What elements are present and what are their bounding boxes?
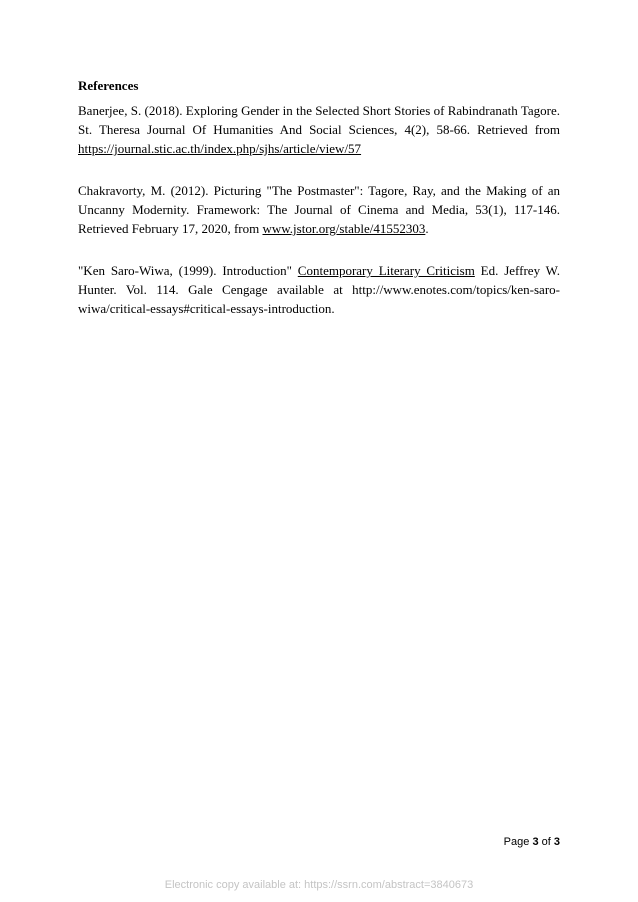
reference-text-end: . — [425, 221, 429, 236]
references-heading: References — [78, 78, 139, 93]
reference-item — [78, 261, 560, 318]
page-current: 3 — [532, 836, 539, 848]
reference-title: Contemporary Literary Criticism — [297, 263, 475, 278]
reference-item — [78, 101, 560, 158]
reference-link[interactable]: www.jstor.org/stable/41552303 — [262, 221, 426, 236]
page-number — [504, 836, 560, 848]
reference-link[interactable]: https://journal.stic.ac.th/index.php/sjhs/article/view/57 — [78, 141, 362, 156]
reference-text: "Ken Saro-Wiwa, (1999). Introduction" — [78, 263, 298, 278]
ssrn-footer: Electronic copy available at: https://ssrn.com/abstract=3840673 — [164, 879, 474, 891]
page-label: Page — [503, 836, 530, 848]
page-of-label: of — [541, 836, 551, 848]
reference-text-end: Ed. Jeffrey W. Hunter. Vol. 114. Gale Cengage available at http://www.enotes.com/topics/ken-saro-wiwa/critical-essays#critical-essays-introduction. — [78, 263, 561, 316]
reference-text: Chakravorty, M. (2012). Picturing "The Postmaster": Tagore, Ray, and the Making of an Uncanny Modernity. Framework: The Journal of Cinema and Media, 53(1), 117-146. Retrieved February 17, 2020, from — [78, 183, 560, 236]
page-total: 3 — [553, 836, 560, 848]
reference-item — [78, 181, 560, 238]
reference-text: Banerjee, S. (2018). Exploring Gender in the Selected Short Stories of Rabindranath Tagore. St. Theresa Journal Of Humanities And Social Sciences, 4(2), 58-66. Retrieved from — [78, 103, 560, 137]
